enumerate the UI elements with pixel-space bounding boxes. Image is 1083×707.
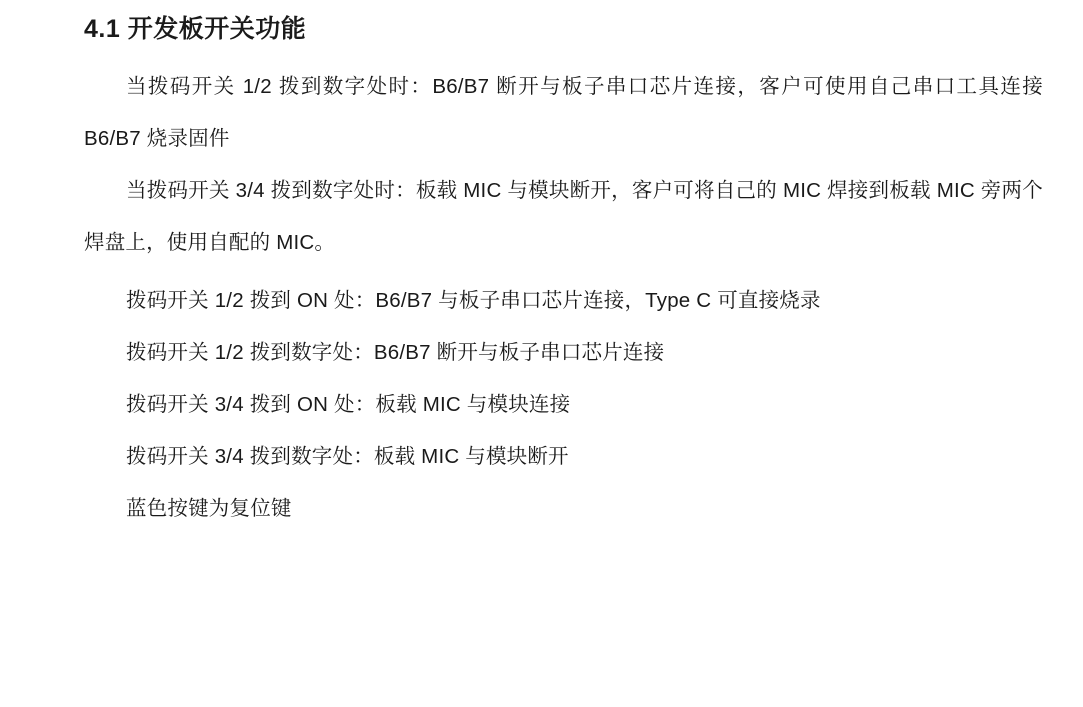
paragraph-dip-switch-12-number: 当拨码开关 1/2 拨到数字处时：B6/B7 断开与板子串口芯片连接，客户可使用自己串口工具连接 B6/B7 烧录固件 (84, 75, 1043, 150)
paragraph-dip-switch-34-on: 拨码开关 3/4 拨到 ON 处：板载 MIC 与模块连接 (126, 393, 571, 416)
document-page (0, 12, 1083, 707)
paragraph-dip-switch-12-on: 拨码开关 1/2 拨到 ON 处：B6/B7 与板子串口芯片连接，Type C 可直接烧录 (126, 289, 821, 312)
document-body (0, 61, 1083, 535)
section-heading: 4.1 开发板开关功能 (84, 15, 307, 43)
paragraph-blue-button-reset: 蓝色按键为复位键 (126, 497, 292, 520)
paragraph-dip-switch-34-number: 当拨码开关 3/4 拨到数字处时：板载 MIC 与模块断开，客户可将自己的 MIC 焊接到板载 MIC 旁两个焊盘上，使用自配的 MIC。 (84, 179, 1043, 254)
paragraph-dip-switch-12-off: 拨码开关 1/2 拨到数字处：B6/B7 断开与板子串口芯片连接 (126, 341, 665, 364)
paragraph-dip-switch-34-off: 拨码开关 3/4 拨到数字处：板载 MIC 与模块断开 (126, 445, 569, 468)
